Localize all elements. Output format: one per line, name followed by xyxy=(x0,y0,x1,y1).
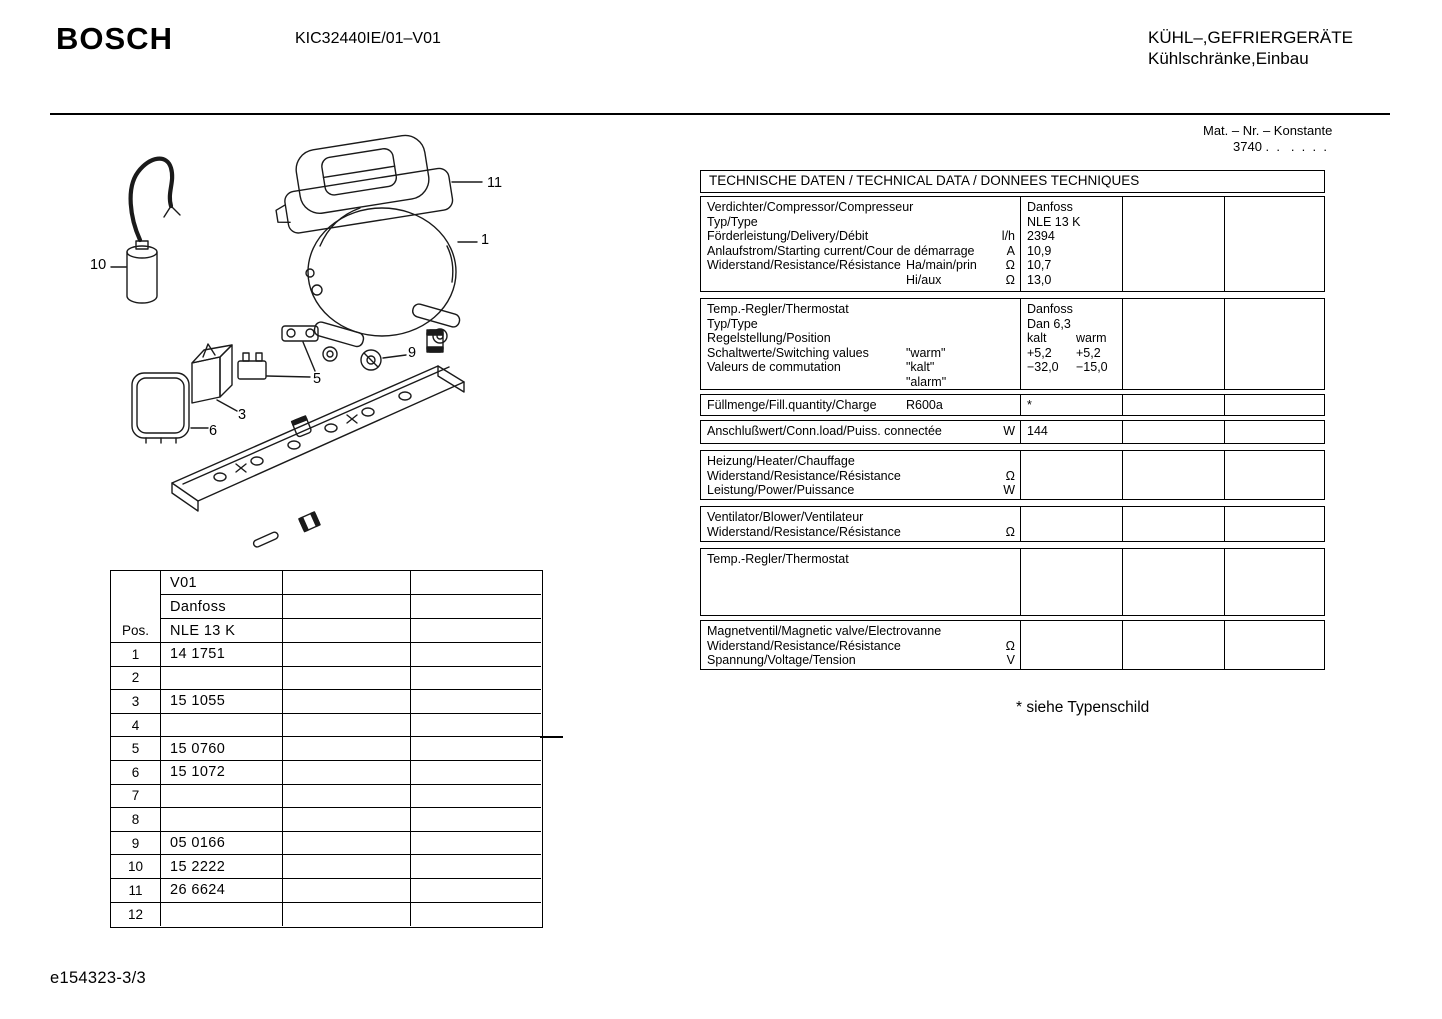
tech-table-title: TECHNISCHE DATEN / TECHNICAL DATA / DONNEES TECHNIQUES xyxy=(700,170,1325,193)
tech-value-row xyxy=(1021,360,1122,375)
tech-value-b: −15,0 xyxy=(1076,360,1108,374)
tech-value-row xyxy=(1021,510,1122,525)
tech-block-col2 xyxy=(1123,395,1225,415)
part-3-relay-shape xyxy=(192,344,232,403)
parts-empty-cell xyxy=(411,879,541,903)
tech-value-a: −32,0 xyxy=(1027,360,1059,374)
tech-block-values xyxy=(1021,299,1123,389)
parts-pos-header: Pos. xyxy=(111,571,161,643)
parts-pos-cell: 1 xyxy=(111,643,161,667)
parts-empty-cell xyxy=(411,761,541,785)
tech-block-labels xyxy=(701,395,1021,415)
parts-number-cell: 15 1055 xyxy=(161,690,283,714)
parts-empty-cell xyxy=(283,714,411,738)
tech-label-row xyxy=(701,424,1020,439)
parts-empty-cell xyxy=(283,785,411,809)
tech-label: Widerstand/Resistance/Résistance xyxy=(707,524,901,539)
mat-nr-value: 3740 . . . . . . xyxy=(1233,139,1327,154)
tech-unit: V xyxy=(1006,653,1015,667)
callout-9: 9 xyxy=(408,345,417,361)
tech-value-row xyxy=(1021,653,1122,668)
footnote: * siehe Typenschild xyxy=(1016,699,1150,716)
parts-number-cell xyxy=(161,714,283,738)
mat-nr-block xyxy=(1203,123,1332,155)
tech-mid-value: "alarm" xyxy=(906,374,947,389)
tech-block-col2 xyxy=(1123,299,1225,389)
parts-number-cell xyxy=(161,785,283,809)
parts-pos-cell: 5 xyxy=(111,737,161,761)
tech-label-row xyxy=(701,200,1020,215)
tech-label: Anlaufstrom/Starting current/Cour de démarrage xyxy=(707,243,975,258)
parts-empty-cell xyxy=(283,690,411,714)
tech-value-row xyxy=(1021,346,1122,361)
tech-label: Heizung/Heater/Chauffage xyxy=(707,454,855,468)
parts-empty-cell xyxy=(411,832,541,856)
tech-block-labels xyxy=(701,421,1021,443)
part-10-capacitor-shape xyxy=(127,159,180,303)
reference-line xyxy=(540,736,563,738)
parts-table xyxy=(110,570,543,928)
tech-label-row xyxy=(701,653,1020,668)
tech-block-2 xyxy=(700,298,1325,390)
tech-value-row: NLE 13 K xyxy=(1027,214,1081,229)
tech-unit: W xyxy=(1003,424,1015,438)
tech-block-col3 xyxy=(1225,299,1324,389)
tech-label: Temp.-Regler/Thermostat xyxy=(707,302,849,316)
parts-empty-cell xyxy=(283,737,411,761)
tech-block-col2 xyxy=(1123,421,1225,443)
tech-value-row xyxy=(1021,454,1122,469)
parts-empty-cell xyxy=(283,808,411,832)
callout-10: 10 xyxy=(90,257,107,273)
tech-block-col2 xyxy=(1123,197,1225,291)
callout-11: 11 xyxy=(487,175,503,191)
tech-value-row xyxy=(1021,375,1122,390)
tech-value-row xyxy=(1021,331,1122,346)
tech-unit: Ω xyxy=(1005,468,1015,483)
parts-number-cell xyxy=(161,667,283,691)
tech-block-3 xyxy=(700,394,1325,416)
parts-empty-cell xyxy=(411,714,541,738)
mat-nr-label: Mat. – Nr. – Konstante xyxy=(1203,123,1333,138)
tech-label: Typ/Type xyxy=(707,316,758,331)
tech-mid-value: Hi/aux xyxy=(906,272,942,287)
tech-block-values xyxy=(1021,421,1123,443)
parts-number-cell: 15 1072 xyxy=(161,761,283,785)
tech-value-row: 13,0 xyxy=(1027,272,1052,287)
parts-pos-cell: 4 xyxy=(111,714,161,738)
tech-block-col3 xyxy=(1225,507,1324,541)
tech-block-col3 xyxy=(1225,549,1324,615)
model-number: KIC32440IE/01–V01 xyxy=(295,30,441,47)
tech-value-row: Dan 6,3 xyxy=(1027,316,1071,331)
tech-value-a: kalt xyxy=(1027,331,1047,345)
tech-label-row xyxy=(701,624,1020,639)
category-header xyxy=(1148,27,1353,69)
tech-value-row: 144 xyxy=(1027,424,1048,438)
parts-empty-cell xyxy=(283,643,411,667)
parts-empty-cell xyxy=(411,595,541,619)
tech-value-row: Danfoss xyxy=(1027,200,1073,214)
parts-number-cell xyxy=(161,808,283,832)
tech-label-row xyxy=(701,302,1020,317)
tech-block-values xyxy=(1021,197,1123,291)
parts-empty-cell xyxy=(283,903,411,927)
tech-label: Widerstand/Resistance/Résistance xyxy=(707,468,901,483)
parts-pos-cell: 7 xyxy=(111,785,161,809)
callout-5: 5 xyxy=(313,371,322,387)
tech-block-1 xyxy=(700,196,1325,292)
parts-empty-cell xyxy=(283,855,411,879)
tech-unit: Ω xyxy=(1005,638,1015,653)
tech-label: Anschlußwert/Conn.load/Puiss. connectée xyxy=(707,424,942,438)
tech-block-labels xyxy=(701,197,1021,291)
tech-label: Temp.-Regler/Thermostat xyxy=(707,552,849,566)
tech-block-values xyxy=(1021,549,1123,615)
parts-pos-cell: 2 xyxy=(111,667,161,691)
bosch-logo: BOSCH xyxy=(56,21,173,56)
parts-number-cell: 26 6624 xyxy=(161,879,283,903)
parts-number-cell: 05 0166 xyxy=(161,832,283,856)
tech-label-row xyxy=(701,510,1020,525)
tech-block-labels xyxy=(701,299,1021,389)
part-5-terminals-shape xyxy=(238,326,318,379)
tech-value-b: warm xyxy=(1076,331,1107,345)
category-line2: Kühlschränke,Einbau xyxy=(1148,49,1309,68)
tech-label-row xyxy=(701,331,1020,346)
compressor-exploded-diagram xyxy=(70,130,550,570)
tech-block-col2 xyxy=(1123,451,1225,499)
tech-label-row xyxy=(701,360,1020,375)
tech-block-col3 xyxy=(1225,197,1324,291)
tech-block-6 xyxy=(700,506,1325,542)
parts-empty-cell xyxy=(411,737,541,761)
tech-value-row xyxy=(1021,525,1122,540)
parts-empty-cell xyxy=(283,571,411,595)
category-line1: KÜHL–,GEFRIERGERÄTE xyxy=(1148,28,1353,47)
tech-label-row xyxy=(701,454,1020,469)
parts-header-cell: NLE 13 K xyxy=(161,619,283,643)
tech-label: Typ/Type xyxy=(707,214,758,229)
tech-block-col3 xyxy=(1225,421,1324,443)
tech-label-row xyxy=(701,398,1020,413)
tech-mid-value: "warm" xyxy=(906,345,946,360)
header-divider xyxy=(50,113,1390,115)
parts-empty-cell xyxy=(283,619,411,643)
tech-label-row xyxy=(701,244,1020,259)
tech-mid-value: R600a xyxy=(906,398,943,412)
tech-label-row xyxy=(701,469,1020,484)
tech-label: Widerstand/Resistance/Résistance xyxy=(707,638,901,653)
callout-1: 1 xyxy=(481,232,490,248)
tech-label: Ventilator/Blower/Ventilateur xyxy=(707,510,864,524)
tech-label-row xyxy=(701,375,1020,390)
tech-block-values xyxy=(1021,621,1123,669)
tech-value-a: +5,2 xyxy=(1027,345,1052,360)
tech-label-row xyxy=(701,317,1020,332)
callout-3: 3 xyxy=(238,407,247,423)
parts-pos-cell: 3 xyxy=(111,690,161,714)
parts-empty-cell xyxy=(283,761,411,785)
parts-pos-cell: 10 xyxy=(111,855,161,879)
tech-block-5 xyxy=(700,450,1325,500)
parts-pos-cell: 12 xyxy=(111,903,161,927)
tech-block-col3 xyxy=(1225,451,1324,499)
tech-value-row: 10,7 xyxy=(1027,258,1052,272)
parts-empty-cell xyxy=(411,571,541,595)
doc-number: e154323-3/3 xyxy=(50,969,146,987)
tech-block-values xyxy=(1021,395,1123,415)
tech-label-row xyxy=(701,639,1020,654)
tech-block-labels xyxy=(701,549,1021,615)
parts-empty-cell xyxy=(283,667,411,691)
tech-block-labels xyxy=(701,451,1021,499)
tech-value-row xyxy=(1021,552,1122,567)
parts-empty-cell xyxy=(411,643,541,667)
tech-block-values xyxy=(1021,451,1123,499)
tech-label-row xyxy=(701,552,1020,567)
tech-block-col2 xyxy=(1123,621,1225,669)
parts-number-cell: 15 0760 xyxy=(161,737,283,761)
tech-block-labels xyxy=(701,621,1021,669)
tech-label: Füllmenge/Fill.quantity/Charge xyxy=(707,398,877,412)
tech-unit: l/h xyxy=(1001,229,1015,243)
tech-block-col2 xyxy=(1123,507,1225,541)
tech-unit: A xyxy=(1006,243,1015,258)
tech-value-row xyxy=(1021,639,1122,654)
parts-number-cell: 15 2222 xyxy=(161,855,283,879)
tech-value-row: * xyxy=(1027,398,1032,412)
tech-block-col3 xyxy=(1225,395,1324,415)
tech-label-row xyxy=(701,346,1020,361)
parts-empty-cell xyxy=(283,595,411,619)
tech-value-row: 2394 xyxy=(1027,229,1055,243)
tech-label: Widerstand/Resistance/Résistance xyxy=(707,258,901,272)
tech-label: Förderleistung/Delivery/Débit xyxy=(707,229,869,243)
tech-unit: W xyxy=(1003,483,1015,497)
parts-empty-cell xyxy=(411,808,541,832)
tech-block-labels xyxy=(701,507,1021,541)
tech-label: Magnetventil/Magnetic valve/Electrovanne xyxy=(707,624,942,638)
parts-number-cell: 14 1751 xyxy=(161,643,283,667)
tech-block-8 xyxy=(700,620,1325,670)
small-parts-shape xyxy=(252,512,320,548)
parts-empty-cell xyxy=(283,879,411,903)
parts-empty-cell xyxy=(411,903,541,927)
tech-value-row: 10,9 xyxy=(1027,243,1052,258)
tech-label: Schaltwerte/Switching values xyxy=(707,345,869,360)
parts-header-cell: Danfoss xyxy=(161,595,283,619)
tech-mid-value: Ha/main/prin xyxy=(906,258,977,272)
callout-6: 6 xyxy=(209,423,218,439)
parts-pos-cell: 6 xyxy=(111,761,161,785)
tech-block-col2 xyxy=(1123,549,1225,615)
tech-block-4 xyxy=(700,420,1325,444)
tech-label: Verdichter/Compressor/Compresseur xyxy=(707,200,914,214)
tech-value-row xyxy=(1021,483,1122,498)
parts-empty-cell xyxy=(411,619,541,643)
tech-value-row xyxy=(1021,469,1122,484)
tech-block-values xyxy=(1021,507,1123,541)
parts-empty-cell xyxy=(283,832,411,856)
parts-pos-cell: 9 xyxy=(111,832,161,856)
parts-header-cell: V01 xyxy=(161,571,283,595)
parts-empty-cell xyxy=(411,785,541,809)
parts-empty-cell xyxy=(411,690,541,714)
tech-unit: Ω xyxy=(1005,524,1015,539)
parts-empty-cell xyxy=(411,667,541,691)
tech-label: Leistung/Power/Puissance xyxy=(707,483,855,497)
tech-value-row xyxy=(1021,624,1122,639)
tech-block-7 xyxy=(700,548,1325,616)
tech-unit: Ω xyxy=(1005,258,1015,272)
tech-unit: Ω xyxy=(1005,272,1015,287)
tech-value-row: Danfoss xyxy=(1027,302,1073,316)
parts-number-cell xyxy=(161,903,283,927)
tech-label: Regelstellung/Position xyxy=(707,331,831,345)
parts-pos-cell: 11 xyxy=(111,879,161,903)
tech-block-col3 xyxy=(1225,621,1324,669)
tech-label-row xyxy=(701,258,1020,273)
parts-empty-cell xyxy=(411,855,541,879)
part-6-cover-shape xyxy=(132,373,189,443)
tech-value-b: +5,2 xyxy=(1076,345,1101,360)
tech-label-row xyxy=(701,229,1020,244)
tech-label: Spannung/Voltage/Tension xyxy=(707,653,856,667)
tech-label-row xyxy=(701,273,1020,288)
tech-label-row xyxy=(701,483,1020,498)
tech-label-row xyxy=(701,215,1020,230)
tech-label-row xyxy=(701,525,1020,540)
tech-mid-value: "kalt" xyxy=(906,360,935,374)
part-1-compressor-shape xyxy=(306,208,461,361)
parts-pos-cell: 8 xyxy=(111,808,161,832)
tech-label: Valeurs de commutation xyxy=(707,360,841,374)
